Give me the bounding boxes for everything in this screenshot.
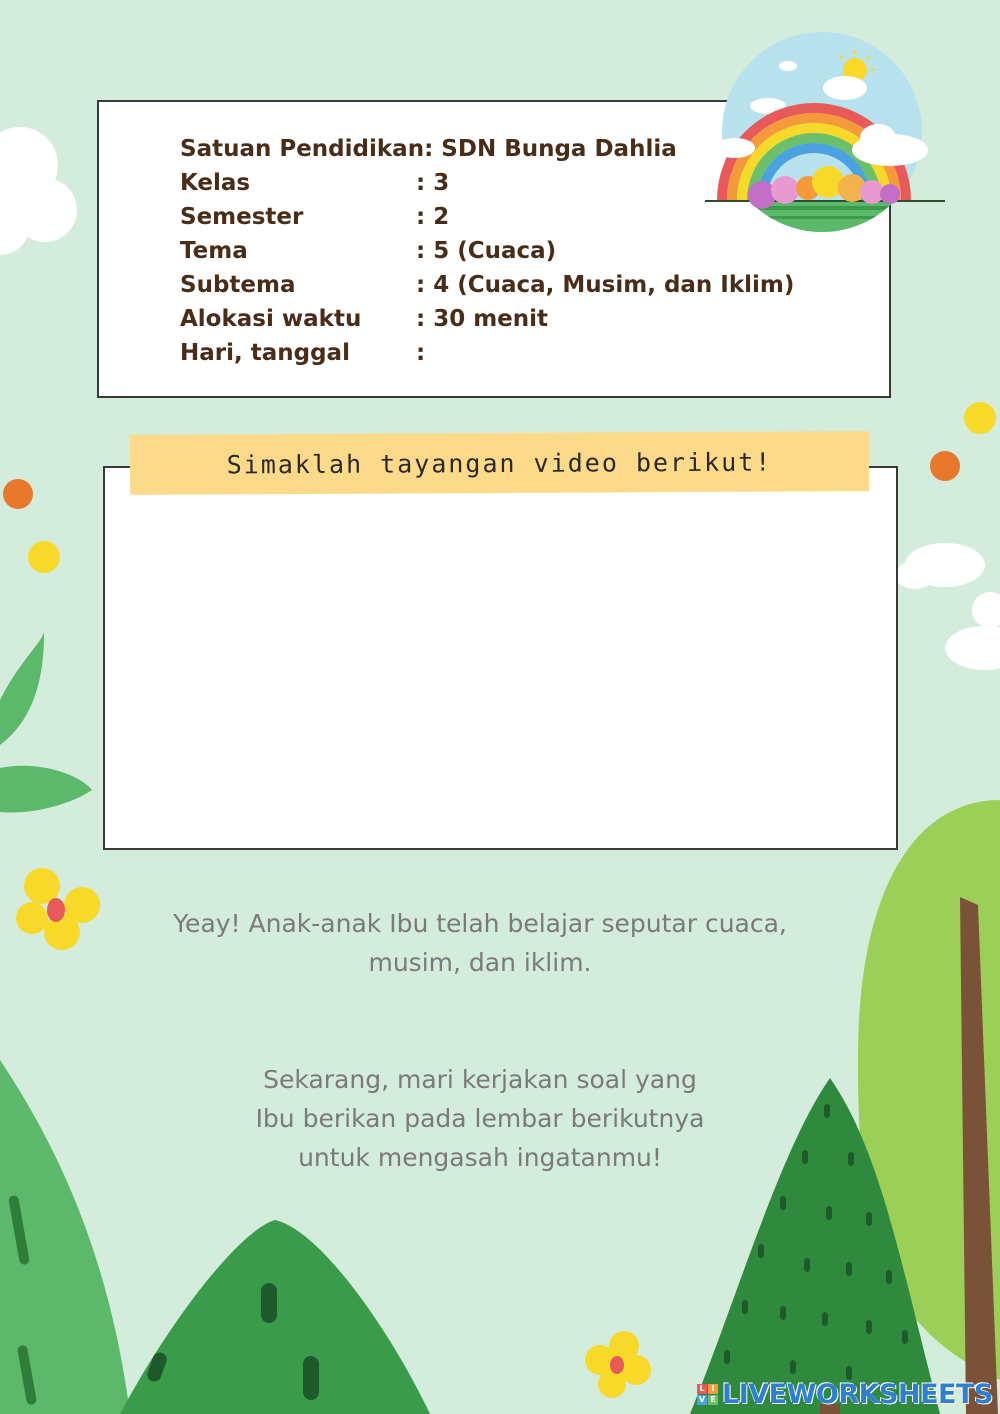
info-value: : 3 bbox=[416, 170, 450, 196]
yellow-dot-icon bbox=[28, 541, 60, 573]
watermark-badge-icon bbox=[697, 1384, 718, 1405]
message-1 bbox=[120, 904, 840, 982]
info-label: Tema bbox=[180, 238, 248, 264]
info-label: Hari, tanggal bbox=[180, 340, 350, 366]
info-value: : 5 (Cuaca) bbox=[416, 238, 557, 264]
badge-letter: E bbox=[708, 1395, 718, 1405]
message-2 bbox=[200, 1060, 760, 1177]
info-label: Satuan Pendidikan: bbox=[180, 136, 434, 162]
info-label: Alokasi waktu bbox=[180, 306, 362, 332]
flower-bottom-icon bbox=[585, 1331, 651, 1398]
info-value: : 4 (Cuaca, Musim, dan Iklim) bbox=[416, 272, 795, 298]
message-line: Ibu berikan pada lembar berikutnya bbox=[255, 1104, 705, 1133]
yellow-dot-icon bbox=[964, 402, 996, 434]
orange-dot-icon bbox=[3, 479, 33, 509]
badge-letter: V bbox=[698, 1394, 706, 1404]
info-row-hari bbox=[180, 336, 794, 370]
watermark-text: LIVEWORKSHEETS bbox=[722, 1378, 993, 1410]
video-frame bbox=[103, 466, 898, 850]
cloud-left-icon bbox=[0, 127, 77, 255]
info-value: : bbox=[416, 340, 426, 366]
info-value: SDN Bunga Dahlia bbox=[441, 136, 677, 162]
badge-letter: L bbox=[697, 1384, 707, 1394]
info-label: Kelas bbox=[180, 170, 251, 196]
orange-dot-icon bbox=[930, 451, 960, 481]
instruction-banner: Simaklah tayangan video berikut! bbox=[130, 431, 869, 495]
info-value: : 30 menit bbox=[416, 306, 549, 332]
tree-middle-icon bbox=[120, 1220, 430, 1414]
cloud-right-icon bbox=[895, 543, 1000, 670]
info-row-alokasi bbox=[180, 302, 794, 336]
leaf-left-icon bbox=[0, 630, 92, 813]
badge-letter: I bbox=[708, 1384, 718, 1394]
info-row-subtema bbox=[180, 268, 794, 302]
hill-left-icon bbox=[0, 1060, 130, 1414]
info-label: Semester bbox=[180, 204, 304, 230]
message-line: Yeay! Anak-anak Ibu telah belajar seputar cuaca, bbox=[173, 909, 787, 938]
message-line: musim, dan iklim. bbox=[368, 948, 592, 977]
message-line: untuk mengasah ingatanmu! bbox=[298, 1143, 662, 1172]
flower-left-icon bbox=[16, 868, 100, 950]
rainbow-icon bbox=[700, 30, 950, 240]
message-line: Sekarang, mari kerjakan soal yang bbox=[263, 1065, 697, 1094]
info-label: Subtema bbox=[180, 272, 296, 298]
watermark bbox=[697, 1378, 993, 1410]
info-value: : 2 bbox=[416, 204, 450, 230]
